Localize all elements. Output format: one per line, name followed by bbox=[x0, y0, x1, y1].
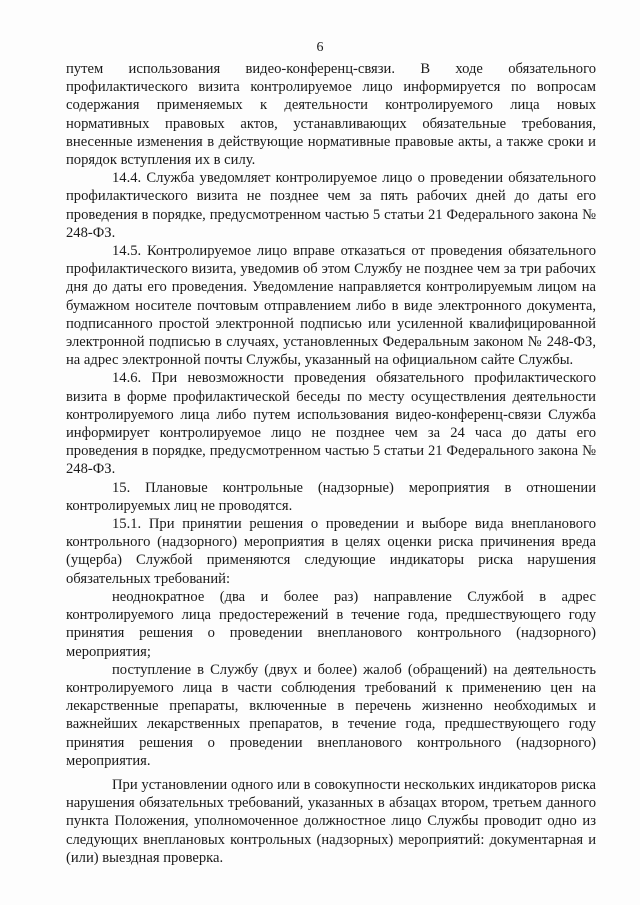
paragraph-14-4: 14.4. Служба уведомляет контролируемое лицо о проведении обязательного профилактического визита не позднее чем за пять рабочих дней до даты его проведения в порядке, предусмотренном частью 5 статьи 21 Федерального закона № 248-ФЗ. bbox=[66, 170, 596, 241]
paragraph-15: 15. Плановые контрольные (надзорные) мероприятия в отношении контролируемых лиц не проводятся. bbox=[66, 479, 596, 514]
document-body bbox=[66, 60, 596, 867]
paragraph-continuation: путем использования видео-конференц-связи. В ходе обязательного профилактического визита контролируемое лицо информируется по вопросам содержания применяемых к деятельности контролируемого лица новых нормативных правовых актов, устанавливающих обязательные требования, внесенные изменения в действующие нормативные правовые акты, а также сроки и порядок вступления их в силу. bbox=[66, 61, 596, 169]
paragraph-14-6: 14.6. При невозможности проведения обязательного профилактического визита в форме профилактической беседы по месту осуществления деятельности контролируемого лица либо путем использования видео-конференц-связи Служба информирует контролируемое лицо не позднее чем за 24 часа до даты его проведения в порядке, предусмотренном частью 5 статьи 21 Федерального закона № 248-ФЗ. bbox=[66, 370, 596, 478]
paragraph-15-1: 15.1. При принятии решения о проведении и выборе вида внепланового контрольного (надзорного) мероприятия в целях оценки риска причинения вреда (ущерба) Службой применяются следующие индикаторы риска нарушения обязательных требований: bbox=[66, 516, 596, 587]
paragraph-indicators-conclusion: При установлении одного или в совокупности нескольких индикаторов риска нарушения обязательных требований, указанных в абзацах втором, третьем данного пункта Положения, уполномоченное должностное лицо Службы проводит одно из следующих внеплановых контрольных (надзорных) мероприятий: документарная и (или) выездная проверка. bbox=[66, 776, 596, 866]
risk-indicator-1: неоднократное (два и более раз) направление Службой в адрес контролируемого лица предостережений в течение года, предшествующего году принятия решения о проведении внепланового контрольного (надзорного) мероприятия; bbox=[66, 588, 596, 660]
paragraph-14-5: 14.5. Контролируемое лицо вправе отказаться от проведения обязательного профилактического визита, уведомив об этом Службу не позднее чем за три рабочих дня до даты его проведения. Уведомление направляется контролируемым лицом на бумажном носителе почтовым отправлением либо в виде электронного документа, подписанного простой электронной подписью или усиленной квалифицированной электронной подписью в случаях, установленных Федеральным законом № 248-ФЗ, на адрес электронной почты Службы, указанный на официальном сайте Службы. bbox=[66, 243, 596, 369]
page-number: 6 bbox=[316, 40, 324, 55]
risk-indicator-2: поступление в Службу (двух и более) жалоб (обращений) на деятельность контролируемого лица в части соблюдения требований к применению цен на лекарственные препараты, включенные в перечень жизненно необходимых и важнейших лекарственных препаратов, в течение года, предшествующего году принятия решения о проведении внепланового контрольного (надзорного) мероприятия. bbox=[66, 661, 596, 769]
